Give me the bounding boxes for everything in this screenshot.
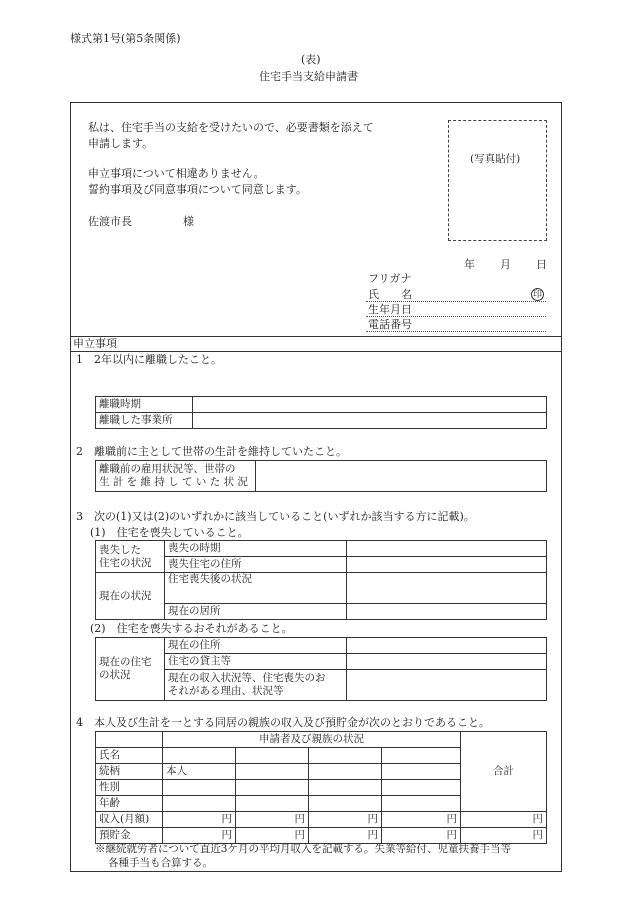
table-row: [96, 461, 547, 492]
income-reason-cell[interactable]: [347, 670, 547, 701]
landlord-label: 住宅の貸主等: [165, 654, 347, 670]
table-row: [96, 397, 547, 413]
item3-sub2-title: (2) 住宅を喪失するおそれがあること。: [90, 622, 293, 635]
current-address-cell[interactable]: [347, 638, 547, 654]
current-housing-line1: 現在の住宅: [99, 656, 152, 668]
lost-housing-line1: 喪失した: [99, 543, 141, 556]
after-loss-label: 住宅喪失後の状況: [165, 573, 347, 604]
name-dotline[interactable]: [366, 301, 546, 302]
note-line1: ※継続就労者について直近3ケ月の平均月収入を記載する。失業等給付、児童扶養手当等: [95, 843, 511, 855]
current-status-group: 現在の状況: [96, 573, 165, 620]
employment-status-label: [96, 461, 256, 492]
item1-table: [95, 396, 547, 429]
section-divider: [70, 336, 562, 337]
income-cell[interactable]: 円: [309, 812, 382, 828]
income-cell[interactable]: 円: [382, 812, 461, 828]
relation-cell[interactable]: [309, 764, 382, 780]
phone-label: 電話番号: [368, 318, 412, 331]
note-line2: 各種手当も合算する。: [108, 857, 213, 869]
row-label-income: 収入(月額): [96, 812, 163, 828]
side-label: (表): [301, 53, 321, 66]
name-label: 氏 名: [368, 288, 412, 301]
current-housing-group: [96, 638, 165, 701]
page-title: 住宅手当支給申請書: [259, 70, 358, 83]
employment-status-line1: 離職前の雇用状況等、世帯の: [99, 463, 236, 475]
loss-time-cell[interactable]: [347, 541, 547, 557]
landlord-cell[interactable]: [347, 654, 547, 670]
table-row: [96, 638, 547, 654]
income-cell[interactable]: 円: [163, 812, 236, 828]
birthdate-label: 生年月日: [368, 303, 412, 316]
item4-title: 4 本人及び生計を一とする同居の親族の収入及び預貯金が次のとおりであること。: [76, 716, 490, 729]
lost-housing-line2: 住宅の状況: [99, 556, 152, 569]
seal-mark: 印: [532, 290, 542, 300]
table-row: [96, 828, 547, 844]
row-label-gender: 性別: [96, 780, 163, 796]
after-loss-cell[interactable]: [347, 573, 547, 604]
confirm-line2: 誓約事項及び同意事項について同意します。: [88, 183, 307, 196]
savings-cell[interactable]: 円: [382, 828, 461, 844]
item1-title: 1 2年以内に離職したこと。: [76, 353, 222, 366]
age-cell[interactable]: [163, 796, 236, 812]
phone-dotline[interactable]: [366, 331, 546, 332]
employment-status-line2: 生 計 を 維 持 し て い た 状 況: [99, 476, 248, 488]
gender-cell[interactable]: [382, 780, 461, 796]
item3-title: 3 次の(1)又は(2)のいずれかに該当していること(いずれか該当する方に記載)。: [76, 510, 475, 523]
relation-cell[interactable]: [236, 764, 309, 780]
income-reason-label: [165, 670, 347, 701]
current-residence-cell[interactable]: [347, 604, 547, 620]
lost-housing-group: [96, 541, 165, 573]
separation-date-label: 離職時期: [96, 397, 193, 413]
table-row: [96, 732, 547, 748]
confirm-line1: 申立事項について相違ありません。: [88, 167, 265, 180]
gender-cell[interactable]: [163, 780, 236, 796]
table-row: [96, 812, 547, 828]
item2-table: [95, 460, 547, 492]
date-month: 月: [500, 258, 511, 271]
row-label-name: 氏名: [96, 748, 163, 764]
photo-label: (写真貼付): [470, 153, 521, 165]
intro-line1: 私は、住宅手当の支給を受けたいので、必要書類を添えて: [88, 121, 374, 134]
date-day: 日: [536, 258, 547, 271]
name-cell[interactable]: [382, 748, 461, 764]
lost-address-label: 喪失住宅の住所: [165, 557, 347, 573]
loss-time-label: 喪失の時期: [165, 541, 347, 557]
household-header: 申請者及び親族の状況: [163, 732, 461, 748]
gender-cell[interactable]: [309, 780, 382, 796]
table-row: [96, 573, 547, 604]
former-employer-cell[interactable]: [193, 413, 547, 429]
heading-divider: [70, 351, 562, 352]
table-row: [96, 413, 547, 429]
lost-address-cell[interactable]: [347, 557, 547, 573]
former-employer-label: 離職した事業所: [96, 413, 193, 429]
name-cell[interactable]: [309, 748, 382, 764]
item4-table: [95, 731, 547, 844]
intro-line2: 申請します。: [88, 137, 154, 150]
income-total-cell[interactable]: 円: [461, 812, 547, 828]
relation-cell-self: 本人: [163, 764, 236, 780]
savings-cell[interactable]: 円: [236, 828, 309, 844]
savings-cell[interactable]: 円: [309, 828, 382, 844]
photo-box[interactable]: [448, 120, 547, 241]
item3-sub1-table: [95, 540, 547, 620]
form-number: 様式第1号(第5条関係): [70, 32, 181, 45]
blank-corner: [96, 732, 163, 748]
item3-sub1-title: (1) 住宅を喪失していること。: [90, 526, 249, 539]
row-label-age: 年齢: [96, 796, 163, 812]
age-cell[interactable]: [309, 796, 382, 812]
current-housing-line2: の状況: [99, 669, 131, 681]
declaration-heading: 申立事項: [73, 337, 117, 350]
age-cell[interactable]: [382, 796, 461, 812]
income-reason-line2: それがある理由、状況等: [168, 685, 284, 697]
total-header: 合計: [461, 732, 547, 812]
honorific: 様: [183, 215, 194, 228]
separation-date-cell[interactable]: [193, 397, 547, 413]
age-cell[interactable]: [236, 796, 309, 812]
row-label-relation: 続柄: [96, 764, 163, 780]
date-year: 年: [464, 258, 475, 271]
savings-total-cell[interactable]: 円: [461, 828, 547, 844]
addressee: 佐渡市長: [88, 215, 132, 228]
item2-title: 2 離職前に主として世帯の生計を維持していたこと。: [76, 445, 347, 458]
relation-cell[interactable]: [382, 764, 461, 780]
table-row: [96, 541, 547, 557]
savings-cell[interactable]: 円: [163, 828, 236, 844]
income-cell[interactable]: 円: [236, 812, 309, 828]
current-residence-label: 現在の居所: [165, 604, 347, 620]
current-address-label: 現在の住所: [165, 638, 347, 654]
furigana-label: フリガナ: [368, 272, 412, 285]
item3-sub2-table: [95, 637, 547, 701]
name-cell[interactable]: [163, 748, 236, 764]
employment-status-cell[interactable]: [256, 461, 547, 492]
gender-cell[interactable]: [236, 780, 309, 796]
birthdate-dotline[interactable]: [366, 316, 546, 317]
name-cell[interactable]: [236, 748, 309, 764]
income-reason-line1: 現在の収入状況等、住宅喪失のお: [168, 672, 326, 684]
row-label-savings: 預貯金: [96, 828, 163, 844]
